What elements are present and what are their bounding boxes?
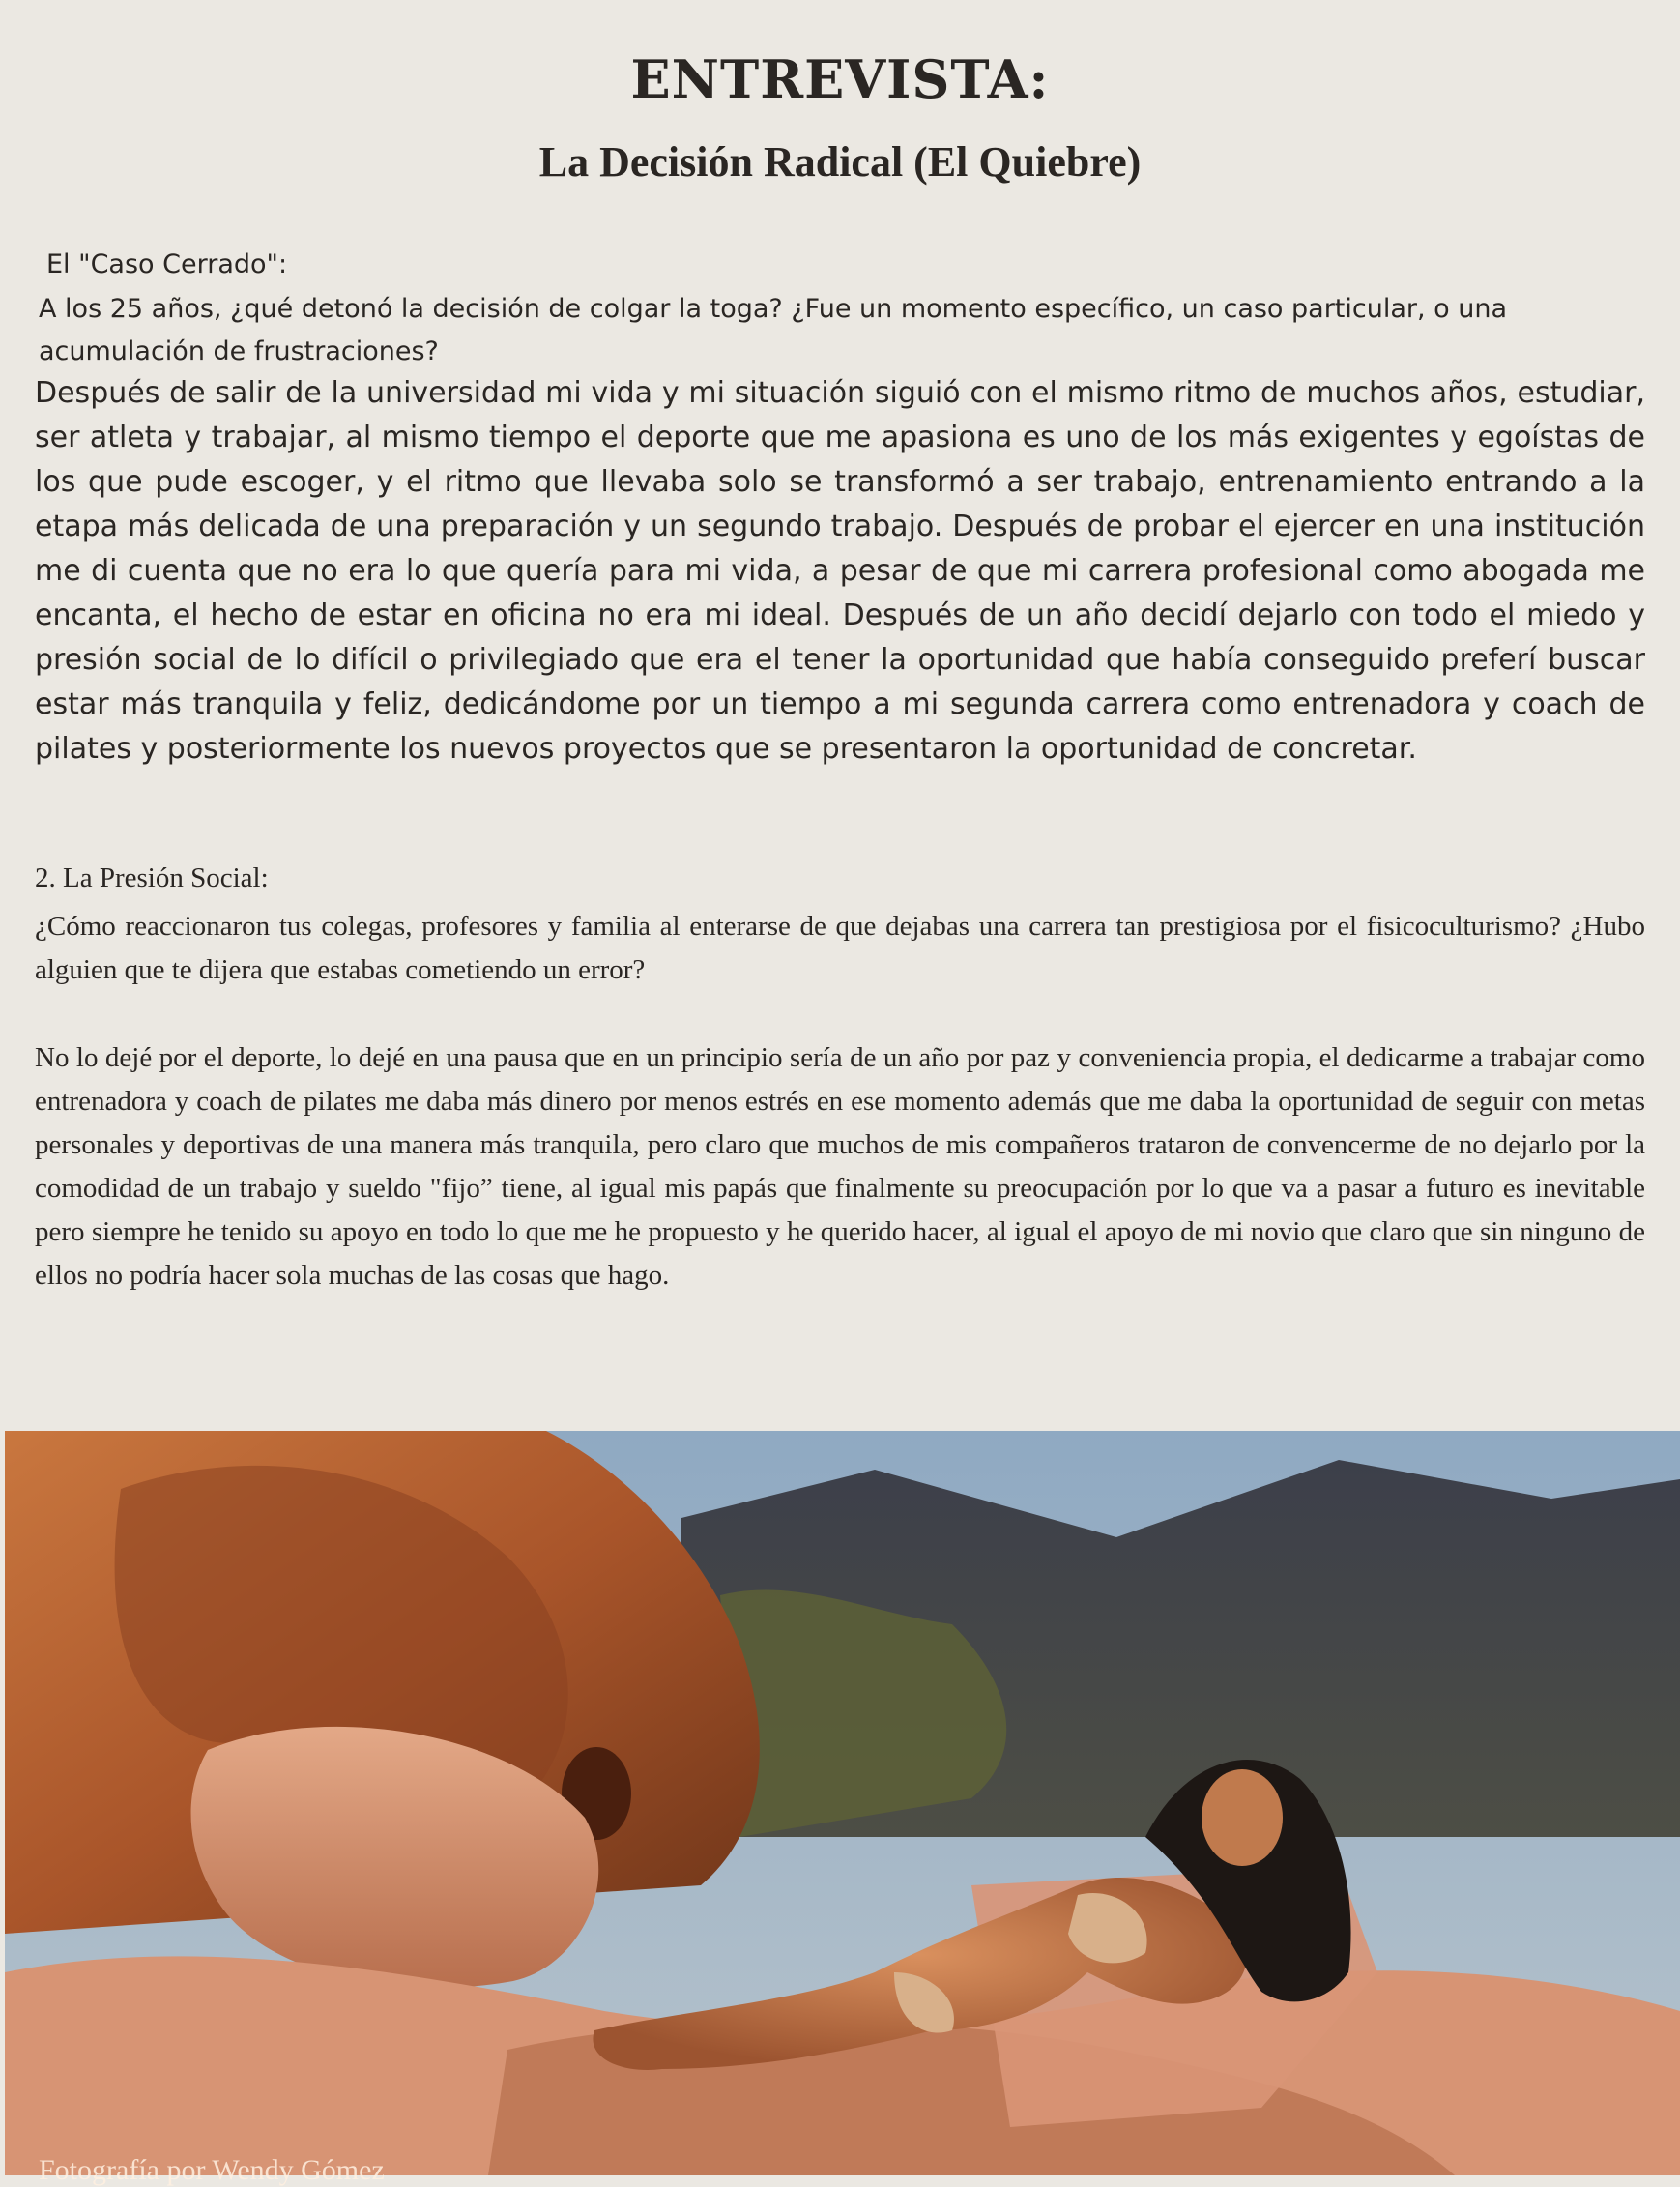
section2-answer: No lo dejé por el deporte, lo dejé en una pausa que en un principio sería de un año por paz y conveniencia propia, el dedicarme a trabajar como entrenadora y coach de pilates me daba más dinero por menos estrés en ese momento además que me daba la oportunidad de seguir con metas personales y deportivas de una manera más tranquila, pero claro que muchos de mis compañeros trataron de convencerme de no dejarlo por la comodidad de un trabajo y sueldo "fijo” tiene, al igual mis papás que finalmente su preocupación por lo que va a pasar a futuro es inevitable pero siempre he tenido su apoyo en todo lo que me he propuesto y he querido hacer, al igual el apoyo de mi novio que claro que sin ninguno de ellos no podría hacer sola muchas de las cosas que hago. xyxy=(35,1042,1645,1291)
feature-photo xyxy=(5,1431,1680,2175)
section1-question: A los 25 años, ¿qué detonó la decisión de colgar la toga? ¿Fue un momento específico, un caso particular, o una acumulación de frustraciones? xyxy=(39,294,1508,366)
section1-label: El "Caso Cerrado": xyxy=(46,249,288,279)
photo-credit: Fotografía por Wendy Gómez xyxy=(39,2154,385,2186)
section2-question: ¿Cómo reaccionaron tus colegas, profesores y familia al enterarse de que dejabas una carrera tan prestigiosa por el fisicoculturismo? ¿Hubo alguien que te dijera que estabas cometiendo un error? xyxy=(35,911,1645,985)
photo-illustration xyxy=(5,1431,1680,2175)
section1-answer: Después de salir de la universidad mi vida y mi situación siguió con el mismo ritmo de muchos años, estudiar, ser atleta y trabajar, al mismo tiempo el deporte que me apasiona es uno de los más exigentes y egoístas de los que pude escoger, y el ritmo que llevaba solo se transformó a ser trabajo, entrenamiento entrando a la etapa más delicada de una preparación y un segundo trabajo. Después de probar el ejercer en una institución me di cuenta que no era lo que quería para mi vida, a pesar de que mi carrera profesional como abogada me encanta, el hecho de estar en oficina no era mi ideal. Después de un año decidí dejarlo con todo el miedo y presión social de lo difícil o privilegiado que era el tener la oportunidad que había conseguido preferí buscar estar más tranquila y feliz, dedicándome por un tiempo a mi segunda carrera como entrenadora y coach de pilates y posteriormente los nuevos proyectos que se presentaron la oportunidad de concretar. xyxy=(35,376,1645,766)
page-title: ENTREVISTA: xyxy=(630,48,1050,110)
section2-label: 2. La Presión Social: xyxy=(35,862,269,893)
page-subtitle: La Decisión Radical (El Quiebre) xyxy=(538,138,1142,186)
